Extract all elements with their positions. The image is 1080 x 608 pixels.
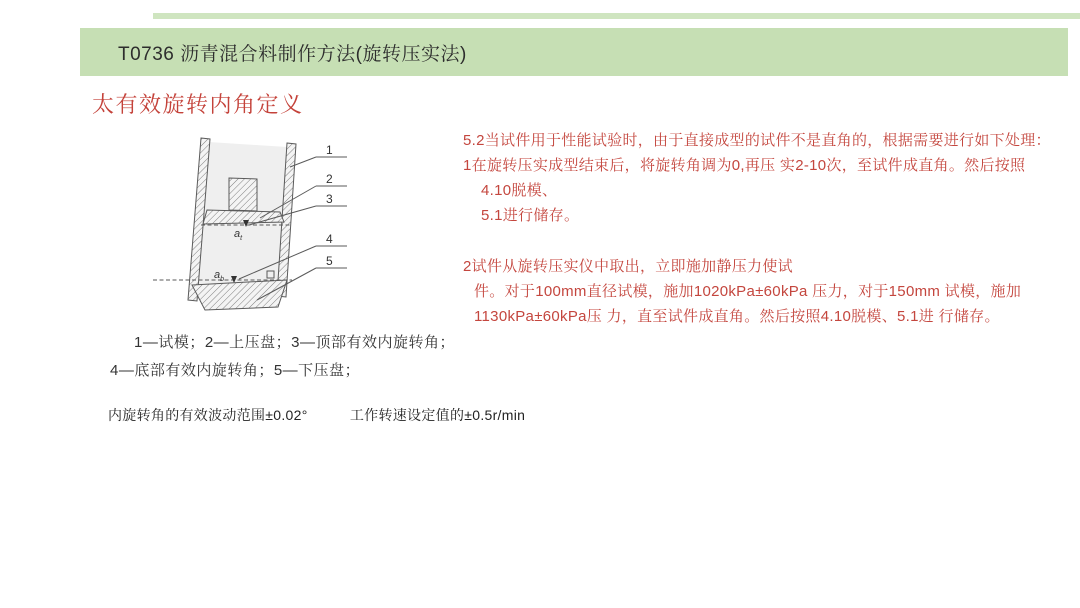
bottom-angle-label: $a_b$ — [214, 269, 225, 283]
diagram-callout-1 — [290, 143, 347, 167]
note-line: 4.10脱模、 — [481, 182, 558, 199]
caption-line-2: 4—底部有效内旋转角；5—下压盘； — [110, 362, 361, 379]
speed-tolerance-text: 工作转速设定值的±0.5r/min — [349, 407, 526, 423]
top-accent-strip — [153, 13, 1080, 19]
note-line: 1130kPa±60kPa压 力，直至试件成直角。然后按照4.10脱模、5.1进 行储存。 — [474, 308, 1000, 325]
header-bar — [80, 28, 1068, 76]
callout-2-number: 2 — [326, 172, 333, 186]
tolerance-info-line — [108, 405, 525, 425]
top-angle-label: $a_t$ — [234, 228, 243, 242]
mold-diagram — [150, 133, 400, 325]
caption-line-1: 1—试模；2—上压盘；3—顶部有效内旋转角； — [134, 334, 456, 351]
section-heading: 太有效旋转内角定义 — [92, 92, 304, 117]
lower-press-plate — [192, 280, 287, 310]
note-line: 2试件从旋转压实仪中取出，立即施加静压力使试 — [463, 258, 793, 275]
right-angle-marker — [267, 271, 274, 278]
note-line: 件。对于100mm直径试模，施加1020kPa±60kPa 压力，对于150mm 试模，施加 — [474, 283, 1022, 300]
notes-paragraph-gap — [463, 228, 1068, 254]
upper-ram-stem — [229, 178, 257, 211]
notes-block — [463, 128, 1068, 329]
callout-5-number: 5 — [326, 254, 333, 268]
callout-4-number: 4 — [326, 232, 333, 246]
note-line: 5.1进行储存。 — [481, 207, 580, 224]
angle-tolerance-text: 内旋转角的有效波动范围±0.02° — [108, 407, 308, 423]
callout-1-number: 1 — [326, 143, 333, 157]
note-line: 1在旋转压实成型结束后，将旋转角调为0,再压 实2-10次，至试件成直角。然后按照 — [463, 157, 1026, 174]
upper-press-plate — [203, 210, 284, 224]
callout-3-number: 3 — [326, 192, 333, 206]
diagram-caption — [110, 329, 455, 385]
slide-title: T0736 沥青混合料制作方法(旋转压实法) — [118, 43, 467, 65]
note-line: 5.2当试件用于性能试验时，由于直接成型的试件不是直角的，根据需要进行如下处理： — [463, 132, 1051, 149]
